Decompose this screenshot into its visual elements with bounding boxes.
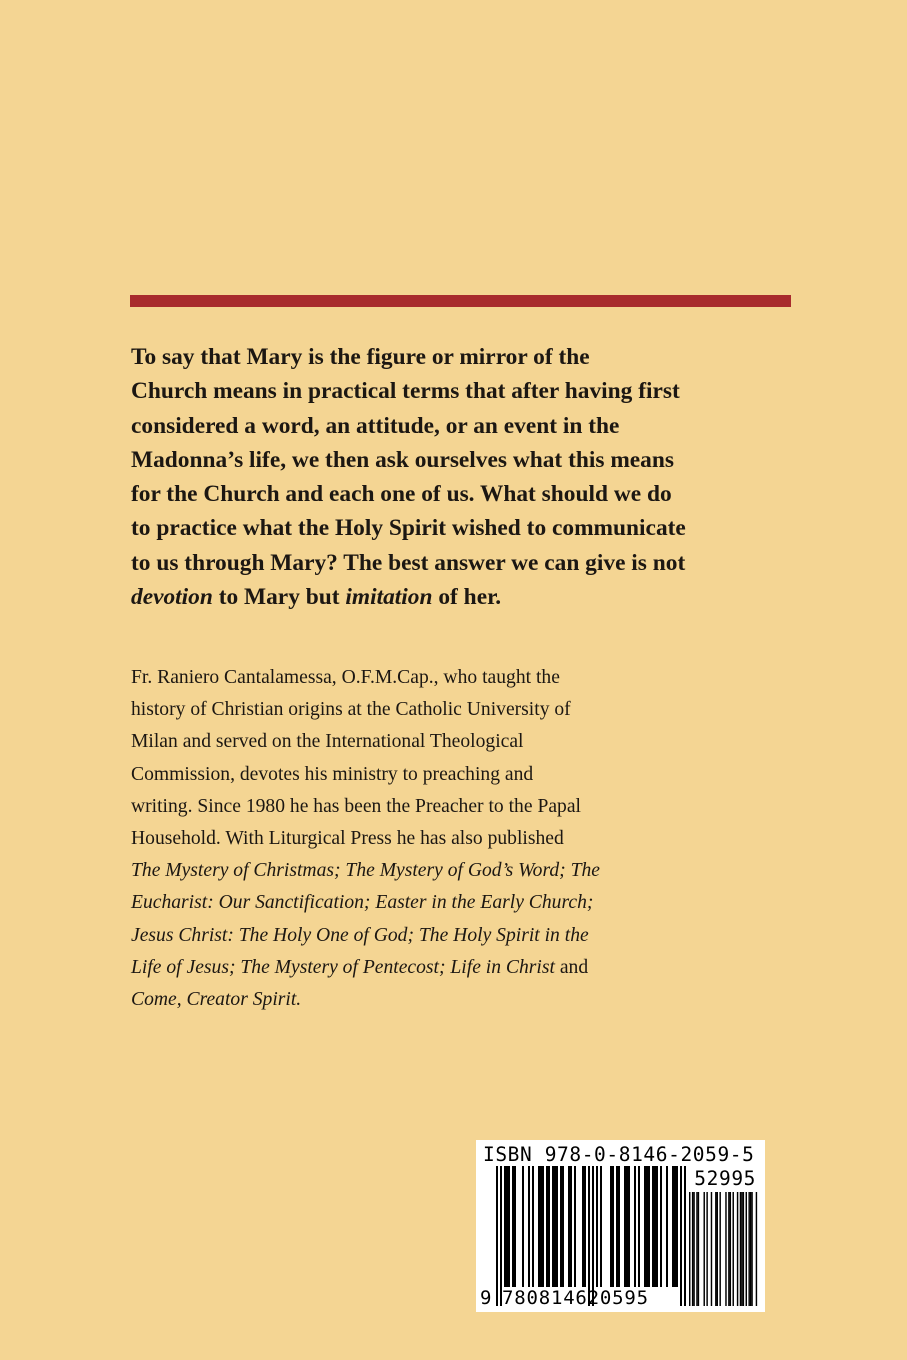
bio-line: Fr. Raniero Cantalamessa, O.F.M.Cap., who taught the <box>131 667 560 688</box>
barcode-bar <box>592 1166 594 1306</box>
barcode-bar <box>648 1166 650 1287</box>
barcode-bar <box>680 1166 682 1306</box>
barcode-bar <box>500 1166 502 1306</box>
barcode-addon-bar <box>740 1192 741 1306</box>
barcode-bar <box>508 1166 510 1287</box>
barcode-bar <box>684 1166 686 1306</box>
barcode-addon-bar <box>737 1192 738 1306</box>
barcode-bar <box>574 1166 576 1287</box>
barcode-bar <box>540 1166 542 1287</box>
barcode-bar <box>528 1166 530 1287</box>
barcode-addon-bar <box>717 1192 718 1306</box>
barcode-addon-bar <box>748 1192 749 1306</box>
barcode-addon-bar <box>689 1192 690 1306</box>
bio-line: Milan and served on the International Theological <box>131 731 524 753</box>
isbn-text: ISBN 978-0-8146-2059-5 <box>483 1143 755 1166</box>
bio-line: Commission, devotes his ministry to preaching and <box>131 763 534 785</box>
bio-titles-segment: Life of Jesus; The Mystery of Pentecost; Life in Christ <box>131 956 555 978</box>
barcode-bar <box>644 1166 646 1287</box>
barcode-addon-bar <box>719 1192 720 1306</box>
barcode-bar <box>596 1166 598 1287</box>
barcode-bar <box>600 1166 602 1287</box>
decorative-red-rule <box>130 295 791 307</box>
barcode-addon-bar <box>730 1192 731 1306</box>
barcode-addon-bar <box>696 1192 697 1306</box>
barcode-bar <box>672 1166 674 1287</box>
barcode-bar <box>512 1166 514 1287</box>
barcode-bar <box>554 1166 556 1287</box>
bio-line: writing. Since 1980 he has been the Preacher to the Papal <box>131 795 581 817</box>
barcode-bar <box>560 1166 562 1287</box>
bio-titles-line-mixed <box>131 952 651 984</box>
barcode-bar <box>652 1166 654 1287</box>
barcode-addon-bar <box>751 1192 752 1306</box>
barcode-bar <box>506 1166 508 1287</box>
barcode-addon-bar <box>746 1192 747 1306</box>
barcode-bar <box>496 1166 498 1306</box>
barcode-bar <box>674 1166 676 1287</box>
barcode-bar <box>562 1166 564 1287</box>
barcode-bar <box>618 1166 620 1287</box>
barcode-bar <box>532 1166 534 1287</box>
barcode-digits: 780814620595 <box>502 1287 649 1309</box>
barcode-bar <box>584 1166 586 1287</box>
bio-titles-line: Eucharist: Our Sanctification; Easter in the Early Church; <box>131 892 594 914</box>
barcode-bar <box>546 1166 548 1287</box>
barcode-bar <box>612 1166 614 1287</box>
barcode-addon-bar <box>692 1192 693 1306</box>
barcode-addon-bar <box>743 1192 744 1306</box>
emphasis-devotion: devotion <box>131 584 213 611</box>
bio-last-title: Come, Creator Spirit. <box>131 989 302 1011</box>
price-code-text: 52995 <box>694 1167 756 1190</box>
barcode-addon-bar <box>741 1192 742 1306</box>
barcode-bar <box>588 1166 590 1306</box>
barcode-addon-bar <box>725 1192 726 1306</box>
barcode-bar <box>626 1166 628 1287</box>
barcode-bar <box>548 1166 550 1287</box>
barcode-bar <box>666 1166 668 1287</box>
barcode-bar <box>552 1166 554 1287</box>
barcode-addon-bar <box>750 1192 751 1306</box>
barcode-bar <box>522 1166 524 1287</box>
quote-line: to practice what the Holy Spirit wished to communicate <box>131 515 686 542</box>
quote-last-line <box>131 580 801 614</box>
barcode-first-digit: 9 <box>480 1287 492 1309</box>
barcode-addon-bar <box>711 1192 712 1306</box>
barcode-bar <box>570 1166 572 1287</box>
barcode-bar <box>568 1166 570 1287</box>
barcode-bar <box>542 1166 544 1287</box>
barcode-bar <box>646 1166 648 1287</box>
bio-line: history of Christian origins at the Catholic University of <box>131 699 571 721</box>
bio-titles-line: Jesus Christ: The Holy One of God; The Holy Spirit in the <box>131 924 589 946</box>
barcode-bar <box>638 1166 640 1287</box>
quote-last-mid: to Mary but <box>212 584 346 611</box>
barcode-bar <box>538 1166 540 1287</box>
barcode-bar <box>628 1166 630 1287</box>
quote-line: to us through Mary? The best answer we can give is not <box>131 549 686 576</box>
barcode-addon-bar <box>704 1192 705 1306</box>
barcode-bar <box>616 1166 618 1287</box>
barcode-addon-bar <box>706 1192 707 1306</box>
barcode-addon-bar <box>698 1192 699 1306</box>
quote-line: for the Church and each one of us. What should we do <box>131 481 672 508</box>
back-cover-quote <box>131 340 801 614</box>
quote-line: To say that Mary is the figure or mirror of the <box>131 344 590 370</box>
quote-last-end: of her. <box>432 584 502 611</box>
author-bio <box>131 662 651 1016</box>
quote-line: considered a word, an attitude, or an event in the <box>131 412 620 439</box>
barcode-addon-bar <box>715 1192 716 1306</box>
barcode-addon-bar <box>728 1192 729 1306</box>
barcode-addon-bar <box>693 1192 694 1306</box>
barcode-bar <box>656 1166 658 1287</box>
isbn-barcode <box>476 1140 765 1312</box>
barcode-bar <box>556 1166 558 1287</box>
barcode-bar <box>504 1166 506 1287</box>
barcode-bar <box>654 1166 656 1287</box>
bio-conjunction: and <box>554 956 589 978</box>
bio-titles-line: The Mystery of Christmas; The Mystery of God’s Word; The <box>131 860 600 882</box>
barcode-bar <box>514 1166 516 1287</box>
barcode-bar <box>676 1166 678 1287</box>
barcode-bar <box>610 1166 612 1287</box>
quote-line: Church means in practical terms that after having first <box>131 378 680 405</box>
barcode-bar <box>660 1166 662 1287</box>
quote-line: Madonna’s life, we then ask ourselves what this means <box>131 446 674 473</box>
barcode-bar <box>582 1166 584 1287</box>
barcode-addon-bar <box>756 1192 757 1306</box>
bio-line: Household. With Liturgical Press he has also published <box>131 828 564 850</box>
barcode-bar <box>624 1166 626 1287</box>
barcode-addon-bar <box>733 1192 734 1306</box>
emphasis-imitation: imitation <box>345 584 433 611</box>
barcode-bar <box>634 1166 636 1287</box>
